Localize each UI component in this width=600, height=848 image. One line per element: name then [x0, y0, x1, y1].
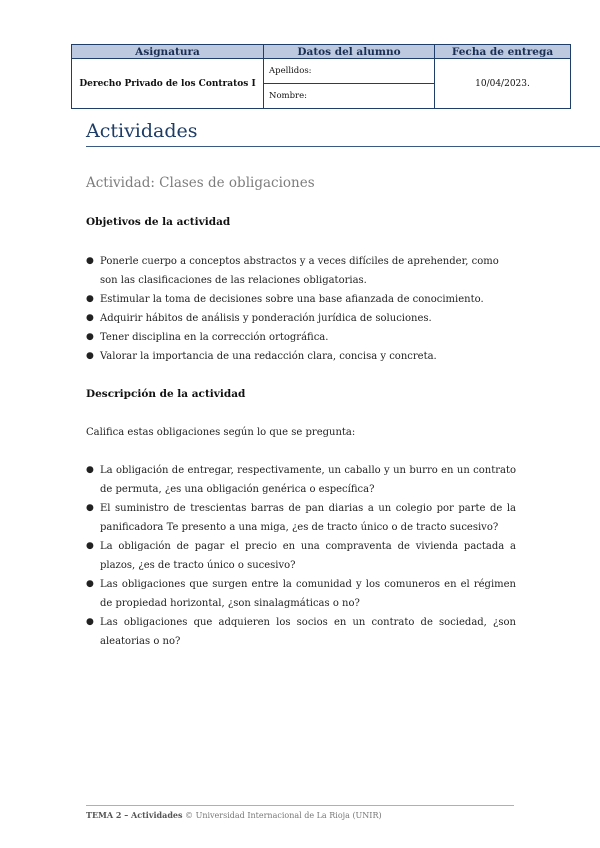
activity-title: Actividad: Clases de obligaciones	[86, 175, 315, 191]
list-item: ● Tener disciplina en la corrección ortográfica.	[86, 328, 516, 347]
description-heading: Descripción de la actividad	[86, 388, 246, 400]
questions-list	[86, 461, 516, 651]
surname-field: Apellidos:	[264, 59, 435, 84]
title-divider	[86, 146, 600, 147]
list-item: ● Las obligaciones que adquieren los socios en un contrato de sociedad, ¿son aleatorias o no?	[86, 613, 516, 651]
list-item: ● La obligación de entregar, respectivamente, un caballo y un burro en un contrato de permuta, ¿es una obligación genérica o específica?	[86, 461, 516, 499]
bullet-icon: ●	[86, 541, 94, 551]
header-subject-column: Asignatura	[72, 45, 264, 59]
header-student-column: Datos del alumno	[264, 45, 435, 59]
objectives-heading: Objetivos de la actividad	[86, 216, 231, 228]
objectives-list	[86, 252, 516, 366]
list-item: ● Estimular la toma de decisiones sobre una base afianzada de conocimiento.	[86, 290, 516, 309]
delivery-date: 10/04/2023.	[435, 59, 571, 109]
bullet-icon: ●	[86, 579, 94, 589]
bullet-icon: ●	[86, 503, 94, 513]
bullet-icon: ●	[86, 465, 94, 475]
list-item: ● Ponerle cuerpo a conceptos abstractos y a veces difíciles de aprehender, como son las clasificaciones de las relaciones obligatorias.	[86, 252, 516, 290]
header-table	[71, 44, 571, 109]
name-field: Nombre:	[264, 84, 435, 109]
bullet-icon: ●	[86, 332, 94, 342]
footer-copyright: © Universidad Internacional de La Rioja (UNIR)	[182, 811, 382, 820]
bullet-icon: ●	[86, 256, 94, 266]
section-title: Actividades	[86, 120, 198, 142]
list-item: ● Las obligaciones que surgen entre la comunidad y los comuneros en el régimen de propiedad horizontal, ¿son sinalagmáticas o no?	[86, 575, 516, 613]
bullet-icon: ●	[86, 294, 94, 304]
bullet-icon: ●	[86, 351, 94, 361]
footer-topic: TEMA 2 – Actividades	[86, 810, 183, 820]
list-item: ● Valorar la importancia de una redacción clara, concisa y concreta.	[86, 347, 516, 366]
bullet-icon: ●	[86, 313, 94, 323]
description-intro: Califica estas obligaciones según lo que se pregunta:	[86, 427, 356, 438]
list-item: ● Adquirir hábitos de análisis y ponderación jurídica de soluciones.	[86, 309, 516, 328]
header-date-column: Fecha de entrega	[435, 45, 571, 59]
page-footer	[86, 810, 382, 820]
footer-divider	[86, 805, 514, 806]
list-item: ● El suministro de trescientas barras de pan diarias a un colegio por parte de la panificadora Te presento a una miga, ¿es de tracto único o de tracto sucesivo?	[86, 499, 516, 537]
list-item: ● La obligación de pagar el precio en una compraventa de vivienda pactada a plazos, ¿es de tracto único o sucesivo?	[86, 537, 516, 575]
bullet-icon: ●	[86, 617, 94, 627]
subject-name: Derecho Privado de los Contratos I	[72, 59, 264, 109]
